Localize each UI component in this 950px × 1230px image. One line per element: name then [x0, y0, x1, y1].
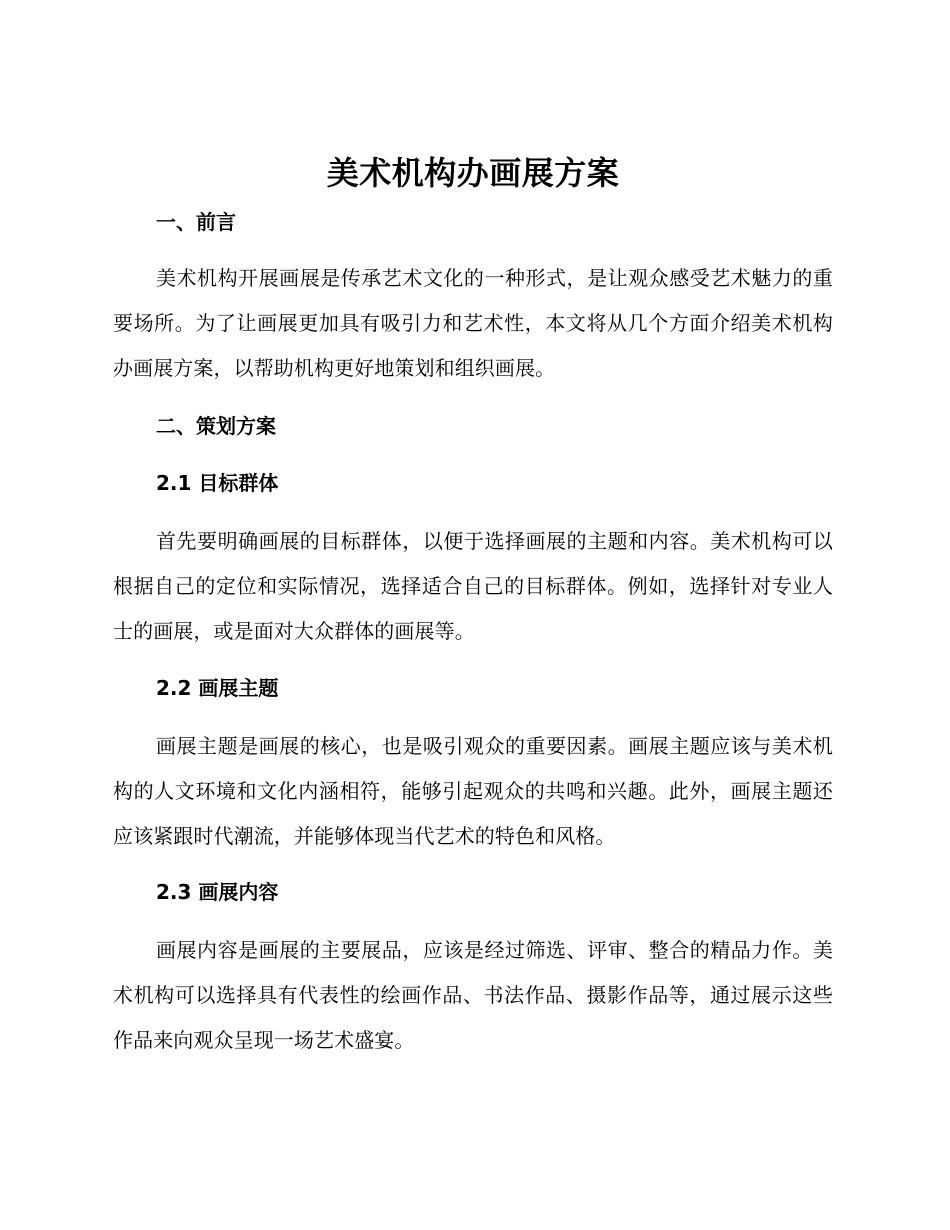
- paragraph-target-group: 首先要明确画展的目标群体，以便于选择画展的主题和内容。美术机构可以根据自己的定位和实际情况，选择适合自己的目标群体。例如，选择针对专业人士的画展，或是面对大众群体的画展等。: [113, 529, 833, 643]
- subsection-heading-exhibition-content: 2.3 画展内容: [156, 880, 279, 904]
- subsection-heading-exhibition-theme: 2.2 画展主题: [156, 676, 279, 700]
- paragraph-preface: 美术机构开展画展是传承艺术文化的一种形式，是让观众感受艺术魅力的重要场所。为了让画展更加具有吸引力和艺术性，本文将从几个方面介绍美术机构办画展方案，以帮助机构更好地策划和组织画展。: [113, 266, 833, 380]
- section-heading-planning: 二、策划方案: [156, 414, 276, 438]
- document-title: 美术机构办画展方案: [326, 154, 620, 192]
- paragraph-exhibition-theme: 画展主题是画展的核心，也是吸引观众的重要因素。画展主题应该与美术机构的人文环境和文化内涵相符，能够引起观众的共鸣和兴趣。此外，画展主题还应该紧跟时代潮流，并能够体现当代艺术的特色和风格。: [113, 734, 833, 848]
- section-heading-preface: 一、前言: [156, 210, 236, 234]
- paragraph-exhibition-content: 画展内容是画展的主要展品，应该是经过筛选、评审、整合的精品力作。美术机构可以选择具有代表性的绘画作品、书法作品、摄影作品等，通过展示这些作品来向观众呈现一场艺术盛宴。: [113, 938, 833, 1052]
- subsection-heading-target-group: 2.1 目标群体: [156, 471, 279, 495]
